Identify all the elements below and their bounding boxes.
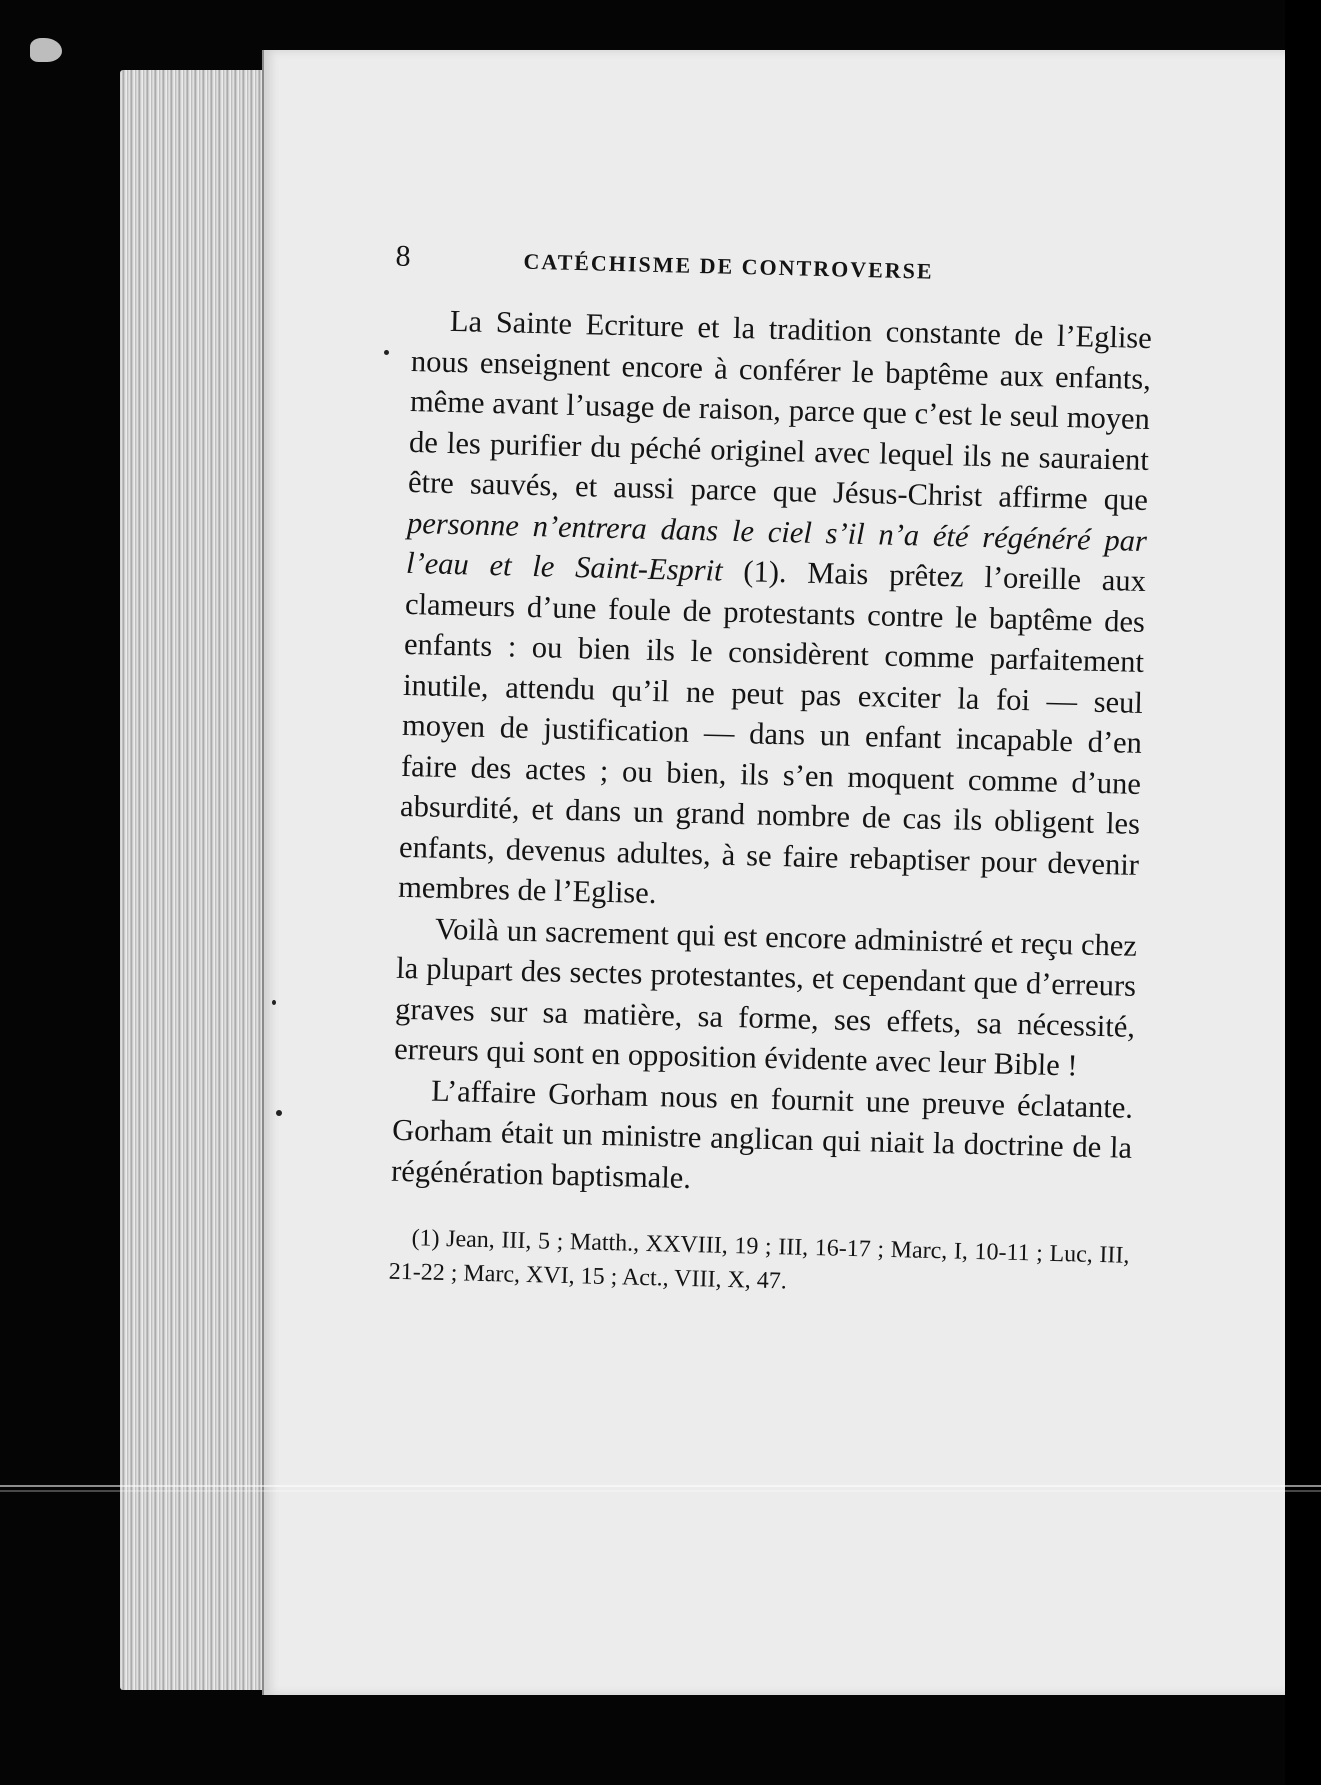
paragraph-2: Voilà un sacrement qui est encore administré et reçu chez la plupart des sectes protestantes, et cependant que d’erreurs graves sur sa matière, sa forme, ses effets, sa nécessité, erreurs qui sont en opposition évidente avec leur Bible ! [393, 911, 1138, 1083]
paragraph-1-italic-quote: personne n’entrera dans le ciel s’il n’a été régénéré par l’eau et le Saint-Esprit [405, 505, 1148, 588]
page-text [388, 240, 1154, 1331]
book-page-edges [120, 70, 270, 1690]
footnote: (1) Jean, III, 5 ; Matth., XXVIII, 19 ; III, 16-17 ; Marc, I, 10-11 ; Luc, III, 21-22 ; Marc, XVI, 15 ; Act., VIII, X, 47. [388, 1225, 1130, 1295]
paragraph-1-text-b: (1). Mais prêtez l’oreille aux clameurs d’une foule de protestants contre le baptême des enfants : ou bien ils le considèrent comme parfaitement inutile, attendu qu’il ne peut pas exciter la foi — seul moyen de justification — dans un enfant incapable d’en faire des actes ; ou bien, ils s’en moquent comme d’une absurdité, et dans un grand nombre de cas ils obligent les enfants, devenus adultes, à se faire rebaptiser pour devenir membres de l’Eglise. [397, 553, 1147, 911]
book-page [262, 50, 1290, 1695]
scan-line-artifact [0, 1485, 1321, 1487]
paragraph-3: L’affaire Gorham nous en fournit une preuve éclatante. Gorham était un ministre anglican qui niait la doctrine de la régénération baptismale. [390, 1073, 1134, 1195]
dust-speck [384, 350, 389, 355]
paragraph-1-text-a: La Sainte Ecriture et la tradition constante de l’Eglise nous enseignent encore à conférer le baptême aux enfants, même avant l’usage de raison, parce que c’est le seul moyen de les purifier du péché originel avec lequel ils ne sauraient être sauvés, et aussi parce que Jésus-Christ affirme que [407, 303, 1153, 518]
scan-line-artifact [0, 1490, 1321, 1492]
scan-artifact [30, 38, 62, 62]
page-number: 8 [395, 239, 412, 273]
scan-border-right [1285, 0, 1321, 1785]
dust-speck [272, 1000, 276, 1005]
paragraph-1 [398, 300, 1153, 925]
dust-speck [276, 1110, 282, 1116]
running-title: CATÉCHISME DE CONTROVERSE [523, 248, 934, 284]
